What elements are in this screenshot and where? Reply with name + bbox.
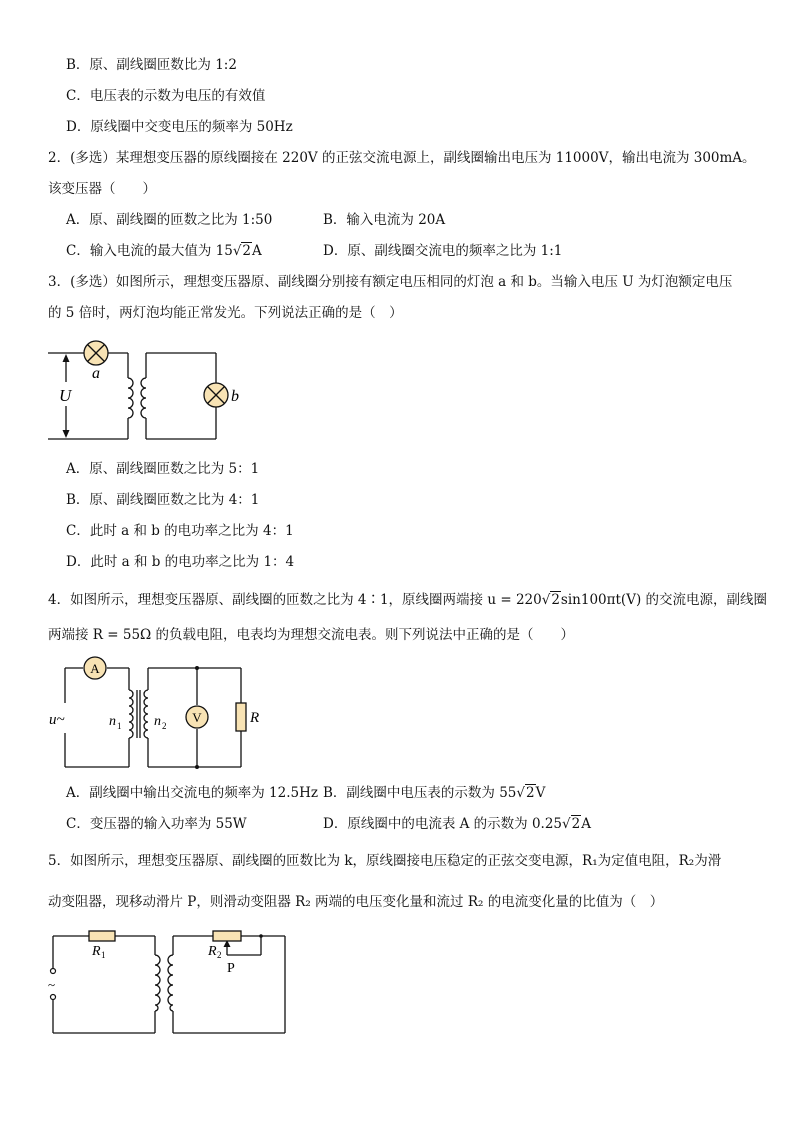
label-n2-sub: 2 bbox=[162, 721, 167, 731]
label-n1: n bbox=[109, 714, 116, 729]
sqrt-radicand: 2 bbox=[551, 592, 560, 608]
label-n1-sub: 1 bbox=[117, 721, 122, 731]
q5-circuit-diagram bbox=[45, 925, 295, 1040]
q5-stem-line2: 动变阻器，现移动滑片 P，则滑动变阻器 R₂ 两端的电压变化量和流过 R₂ 的电流变化量的比值为（ ） bbox=[48, 894, 664, 910]
rheostat-R2-icon bbox=[213, 931, 241, 941]
q2-option-c-unit: A bbox=[252, 243, 262, 259]
q5-stem-line1: 5．如图所示，理想变压器原、副线圈的匝数比为 k，原线圈接电压稳定的正弦交变电源，R₁为定值电阻，R₂为滑 bbox=[48, 853, 722, 869]
q4-stem-line1 bbox=[48, 591, 767, 609]
label-b: b bbox=[231, 388, 239, 405]
q4-option-b-text: B．副线圈中电压表的示数为 55 bbox=[323, 785, 517, 801]
q2-option-c-text: C．输入电流的最大值为 15 bbox=[66, 243, 233, 259]
q3-option-b: B．原、副线圈匝数之比为 4：1 bbox=[66, 492, 260, 508]
sqrt-radicand: 2 bbox=[571, 816, 581, 832]
label-R: R bbox=[250, 710, 260, 726]
sqrt-radicand: 2 bbox=[242, 243, 252, 259]
label-ac-source: ~ bbox=[48, 977, 56, 992]
q2-option-d: D．原、副线圈交流电的频率之比为 1:1 bbox=[323, 243, 563, 259]
q4-stem-text-post: sin100πt(V) 的交流电源，副线圈 bbox=[560, 592, 768, 608]
q2-stem-line1: 2．(多选）某理想变压器的原线圈接在 220V 的正弦交流电源上，副线圈输出电压为 11000V，输出电流为 300mA。 bbox=[48, 150, 756, 166]
q4-stem-line2: 两端接 R = 55Ω 的负载电阻，电表均为理想交流电表。则下列说法中正确的是（ ） bbox=[48, 627, 575, 643]
q4-option-a: A．副线圈中输出交流电的频率为 12.5Hz bbox=[66, 785, 318, 801]
label-u-source: u~ bbox=[49, 712, 65, 728]
q2-option-c bbox=[66, 242, 262, 260]
q1-option-c: C．电压表的示数为电压的有效值 bbox=[66, 88, 266, 104]
q2-option-a: A．原、副线圈的匝数之比为 1:50 bbox=[66, 212, 273, 228]
q4-option-c: C．变压器的输入功率为 55W bbox=[66, 816, 247, 832]
q4-circuit-diagram bbox=[45, 655, 260, 775]
q1-option-b: B．原、副线圈匝数比为 1:2 bbox=[66, 57, 237, 73]
lamp-a-icon bbox=[84, 341, 108, 365]
label-n2: n bbox=[154, 714, 161, 729]
label-U: U bbox=[59, 386, 72, 405]
q4-option-d bbox=[323, 815, 591, 833]
q3-option-c: C．此时 a 和 b 的电功率之比为 4：1 bbox=[66, 523, 294, 539]
sqrt-symbol: √2 bbox=[541, 592, 560, 608]
q1-option-d: D．原线圈中交变电压的频率为 50Hz bbox=[66, 119, 293, 135]
terminal-icon bbox=[51, 995, 56, 1000]
label-R1-sub: 1 bbox=[101, 950, 106, 960]
label-R1: R bbox=[92, 944, 101, 959]
ammeter-label: A bbox=[90, 661, 100, 676]
q3-option-d: D．此时 a 和 b 的电功率之比为 1：4 bbox=[66, 554, 295, 570]
q4-option-b bbox=[323, 784, 545, 802]
q3-option-a: A．原、副线圈匝数之比为 5：1 bbox=[66, 461, 260, 477]
label-a: a bbox=[92, 365, 100, 382]
sqrt-symbol: √2 bbox=[562, 816, 581, 832]
label-R2-sub: 2 bbox=[217, 950, 222, 960]
q2-option-b: B．输入电流为 20A bbox=[323, 212, 446, 228]
q3-stem-line1: 3．(多选）如图所示，理想变压器原、副线圈分别接有额定电压相同的灯泡 a 和 b。当输入电压 U 为灯泡额定电压 bbox=[48, 274, 733, 290]
q3-stem-line2: 的 5 倍时，两灯泡均能正常发光。下列说法正确的是（ ） bbox=[48, 305, 403, 321]
resistor-R-icon bbox=[236, 703, 246, 731]
lamp-b-icon bbox=[204, 383, 228, 407]
q4-stem-text: 4．如图所示，理想变压器原、副线圈的匝数之比为 4∶1，原线圈两端接 u = 220 bbox=[48, 592, 542, 608]
label-R2: R bbox=[208, 944, 217, 959]
sqrt-symbol: √2 bbox=[516, 785, 535, 801]
sqrt-symbol: √2 bbox=[232, 243, 252, 259]
q4-option-b-unit: V bbox=[535, 785, 546, 801]
label-P: P bbox=[227, 961, 235, 976]
resistor-R1-icon bbox=[89, 931, 115, 941]
q4-option-d-text: D．原线圈中的电流表 A 的示数为 0.25 bbox=[323, 816, 563, 832]
q2-stem-line2: 该变压器（ ） bbox=[48, 181, 156, 197]
sqrt-radicand: 2 bbox=[526, 785, 535, 801]
voltmeter-label: V bbox=[192, 710, 202, 725]
terminal-icon bbox=[51, 969, 56, 974]
q4-option-d-unit: A bbox=[581, 816, 591, 832]
q3-circuit-diagram bbox=[40, 338, 240, 448]
